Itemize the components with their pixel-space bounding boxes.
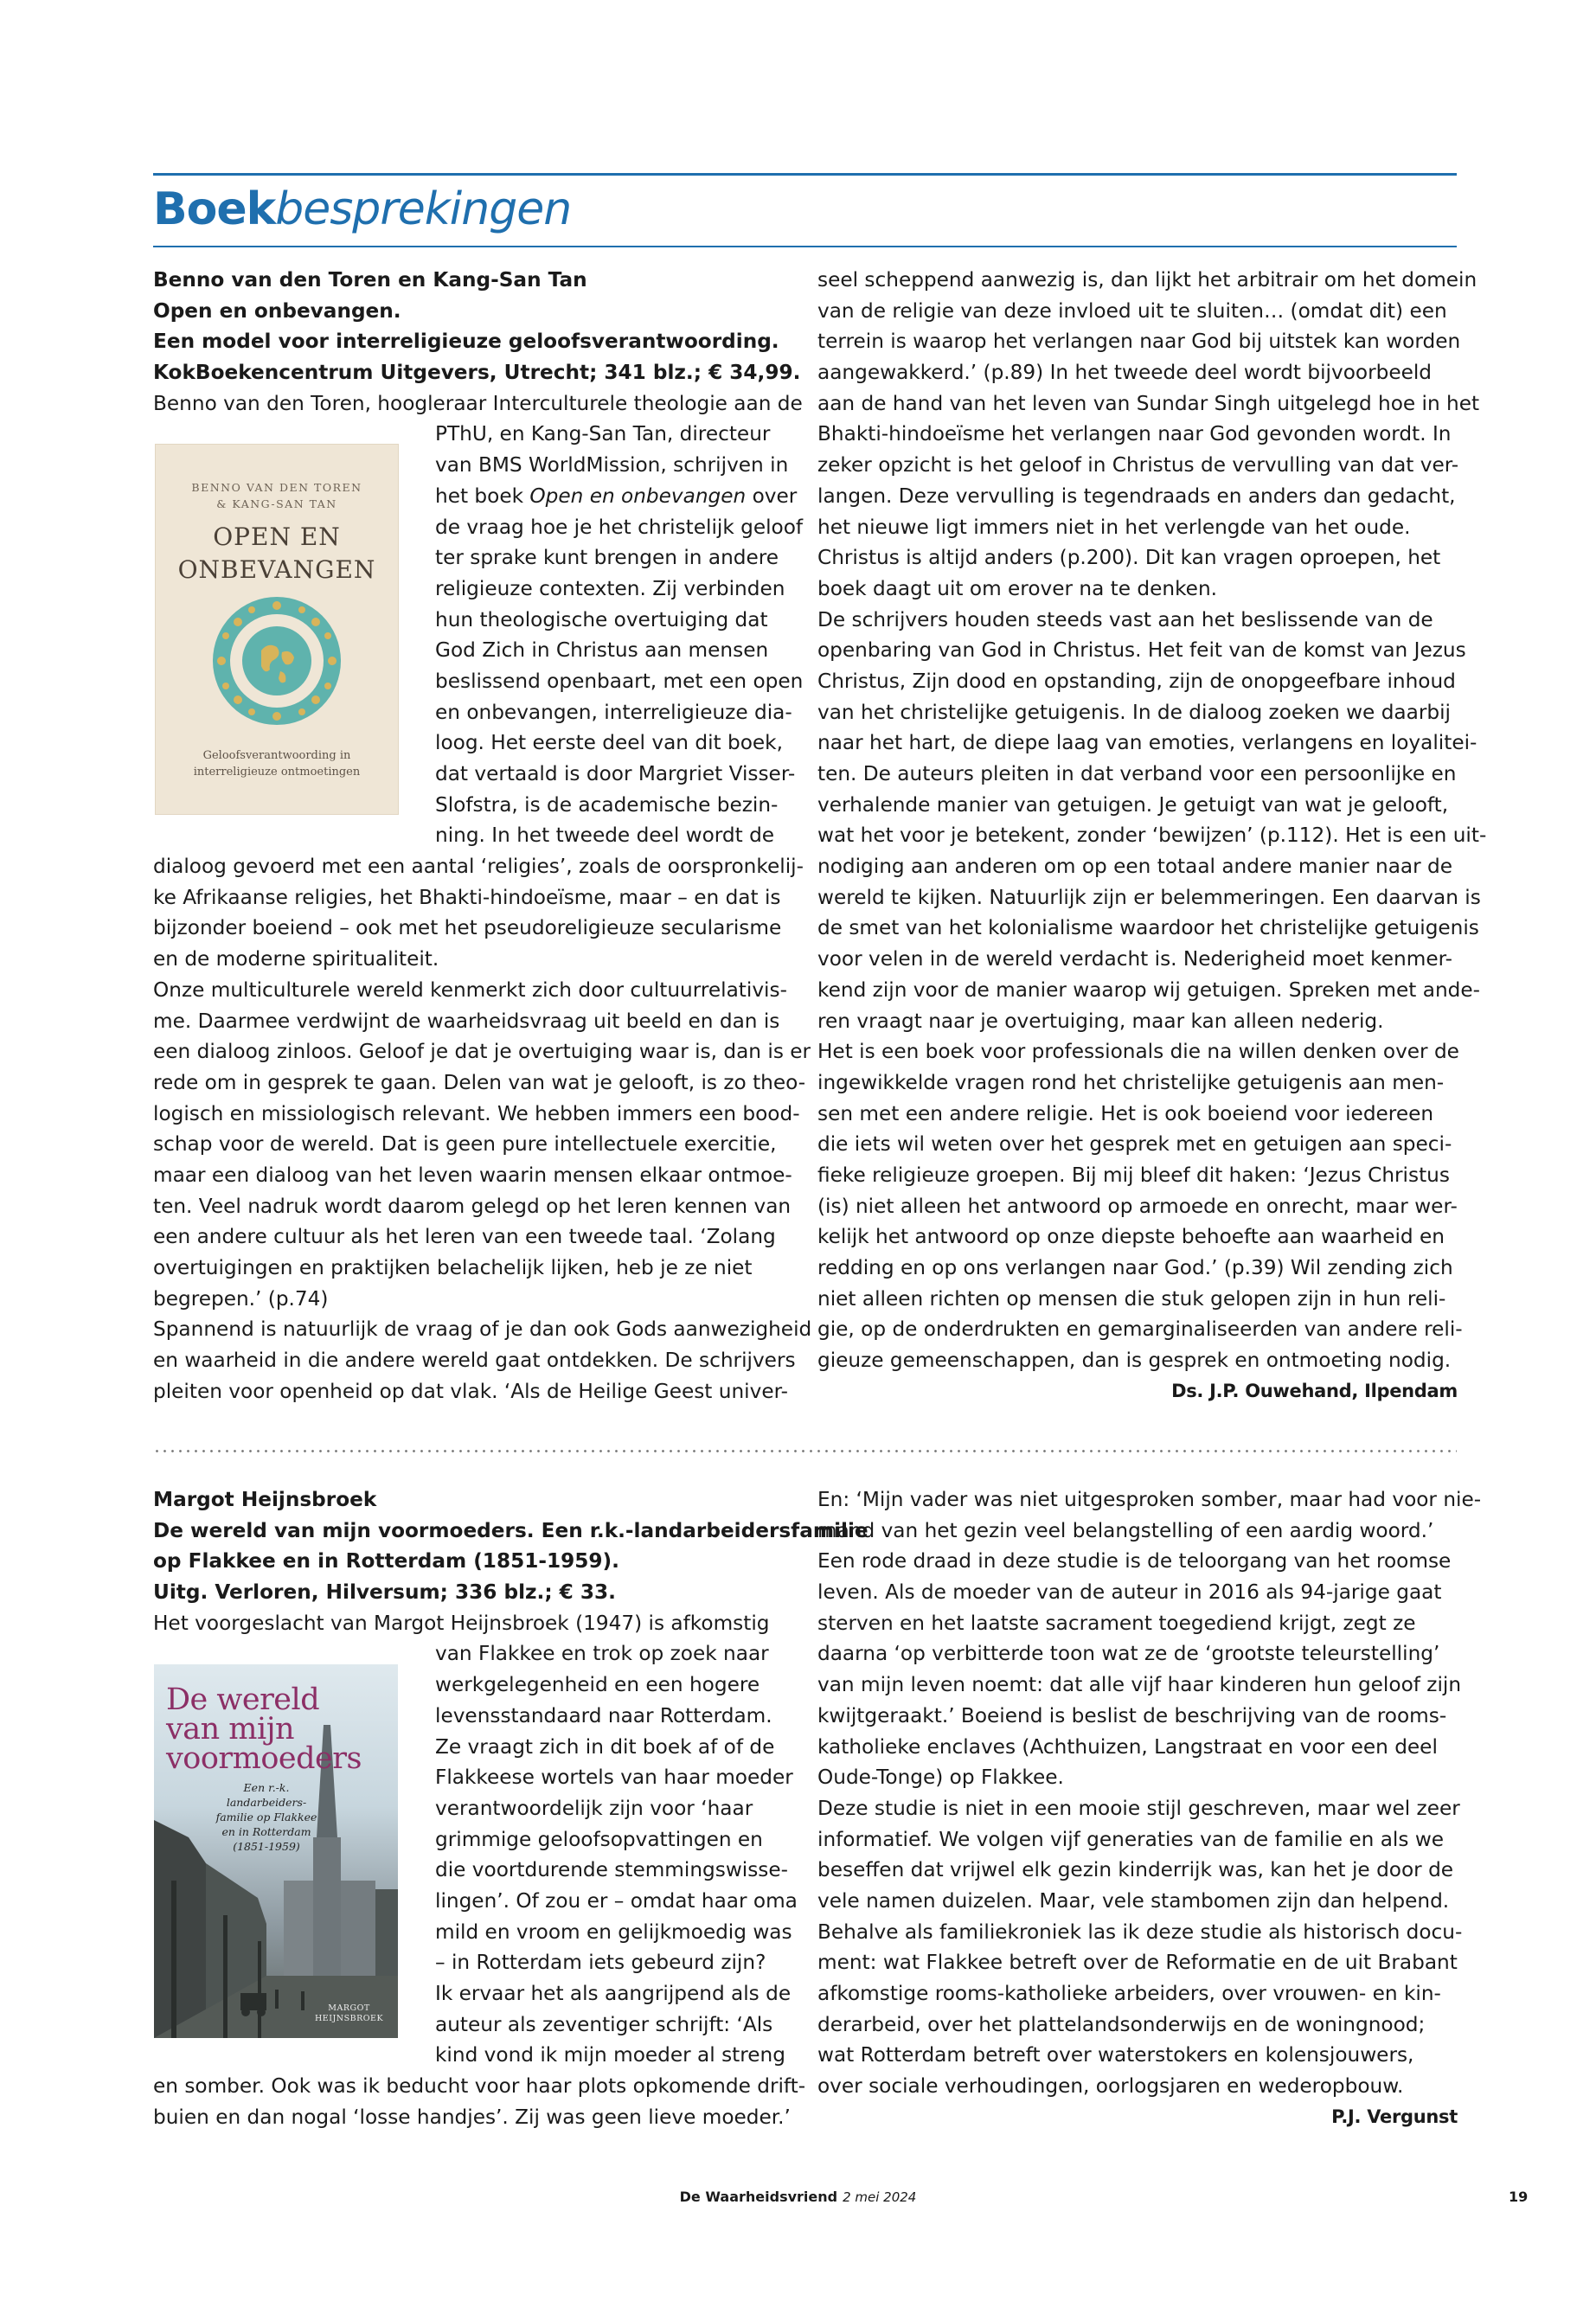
- review1-signature: Ds. J.P. Ouwehand, Ilpendam: [1171, 1380, 1458, 1401]
- cover1-authors: [156, 479, 398, 512]
- review1-body-line: en waarheid in die andere wereld gaat ontdekken. De schrijvers: [153, 1349, 796, 1373]
- review2-body-line: Oude-Tonge) op Flakkee.: [817, 1766, 1064, 1790]
- review1-body-line: gieuze gemeenschappen, dan is gesprek en ontmoeting nodig.: [817, 1349, 1452, 1373]
- review1-body-line: pleiten voor openheid op dat vlak. ‘Als de Heilige Geest univer-: [153, 1379, 789, 1403]
- review1-body-line: Christus, Zijn dood en opstanding, zijn de onopgeefbare inhoud: [817, 669, 1456, 693]
- review1-body-line: Christus is altijd anders (p.200). Dit kan vragen oproepen, het: [817, 546, 1441, 570]
- review1-body-line: hun theologische overtuiging dat: [435, 607, 768, 631]
- review1-body-line: voor velen in de wereld verdacht is. Nederigheid moet kenmer-: [817, 947, 1453, 971]
- review1-body-line: de vraag hoe je het christelijk geloof: [435, 515, 804, 539]
- review1-body-line: Onze multiculturele wereld kenmerkt zich door cultuurrelativis-: [153, 977, 787, 1002]
- cover2-author-line: HEIJNSBROEK: [315, 2014, 384, 2023]
- review1-body-line: ter sprake kunt brengen in andere: [435, 546, 779, 570]
- cover2-subtitle-line: familie op Flakkee: [215, 1811, 317, 1823]
- review1-column-right: [817, 265, 1487, 1407]
- cover2-title-line: voormoeders: [166, 1741, 362, 1776]
- review1-body-line: redding en op ons verlangen naar God.’ (p.39) Wil zending zich: [817, 1256, 1453, 1279]
- review1-body-line: ten. Veel nadruk wordt daarom gelegd op het leren kennen van: [153, 1194, 792, 1218]
- review1-body-line: De schrijvers houden steeds vast aan het beslissende van de: [817, 607, 1433, 631]
- review2-body-line: derarbeid, over het plattelandsonderwijs en de woningnood;: [817, 2012, 1426, 2036]
- review1-body-line: ingewikkelde vragen rond het christelijke getuigenis aan men-: [817, 1070, 1445, 1094]
- review1-body-line: dialoog gevoerd met een aantal ‘religies’, zoals de oorspronkelij-: [153, 855, 804, 879]
- review1-subtitle: Een model voor interreligieuze geloofsverantwoording.: [153, 330, 779, 354]
- review1-body-line: PThU, en Kang-San Tan, directeur: [435, 422, 771, 446]
- review1-body-line: rede om in gesprek te gaan. Delen van wat je gelooft, is zo theo-: [153, 1070, 806, 1094]
- cover1-subtitle-line: interreligieuze ontmoetingen: [193, 766, 361, 779]
- review1-body-line: ten. De auteurs pleiten in dat verband voor een persoonlijke en: [817, 762, 1457, 785]
- review1-body-line: fieke religieuze groepen. Bij mij bleef dit haken: ‘Jezus Christus: [817, 1163, 1450, 1187]
- review2-body-line: van mijn leven noemt: dat alle vijf haar kinderen hun geloof zijn: [817, 1673, 1462, 1697]
- cover2-subtitle-line: en in Rotterdam: [221, 1825, 311, 1838]
- review1-body-line: wat het voor je betekent, zonder ‘bewijzen’ (p.112). Het is een uit-: [817, 824, 1487, 848]
- cover2-title: [166, 1682, 362, 1776]
- review2-body-line: Het voorgeslacht van Margot Heijnsbroek (1947) is afkomstig: [153, 1611, 770, 1635]
- review2-body-line: Deze studie is niet in een mooie stijl geschreven, maar wel zeer: [817, 1796, 1460, 1820]
- review1-body-line: openbaring van God in Christus. Het feit van de komst van Jezus: [817, 638, 1466, 663]
- review2-body-line: informatief. We volgen vijf generaties van de familie en als we: [817, 1827, 1445, 1851]
- footer-date: 2 mei 2024: [843, 2189, 917, 2205]
- review2-title: De wereld van mijn voormoeders. Een r.k.-landarbeidersfamilie: [153, 1518, 869, 1542]
- review1-body-line: naar het hart, de diepe laag van emoties, verlangens en loyalitei-: [817, 731, 1477, 755]
- review2-body-line: leven. Als de moeder van de auteur in 2016 als 94-jarige gaat: [817, 1580, 1442, 1605]
- cover2-title-line: van mijn: [166, 1712, 295, 1747]
- cover1-title: [156, 521, 398, 586]
- review2-body-line: vele namen duizelen. Maar, vele stambomen zijn dan helpend.: [817, 1888, 1450, 1913]
- page-title-italic: besprekingen: [275, 183, 572, 235]
- cover2-subtitle: [215, 1780, 318, 1854]
- cover1-title-line: ONBEVANGEN: [177, 555, 376, 584]
- page-title-bold: Boek: [153, 183, 276, 235]
- cover2-author-line: MARGOT: [328, 2003, 370, 2013]
- review1-body-line: Slofstra, is de academische bezin-: [435, 792, 779, 817]
- review1-title: Open en onbevangen.: [153, 298, 401, 323]
- review1-body-line: kelijk het antwoord op onze diepste behoefte aan waarheid en: [817, 1225, 1445, 1249]
- review2-body-line: daarna ‘op verbitterde toon wat ze de ‘grootste teleurstelling’: [817, 1642, 1440, 1666]
- review2-body-line: ment: wat Flakkee betreft over de Reformatie en de uit Brabant: [817, 1951, 1458, 1975]
- review1-body-line: ke Afrikaanse religies, het Bhakti-hindoeïsme, maar – en dat is: [153, 885, 781, 909]
- review2-body-line: beseffen dat vrijwel elk gezin kinderrijk was, kan het je door de: [817, 1858, 1454, 1882]
- review2-body-line: van Flakkee en trok op zoek naar: [435, 1642, 769, 1666]
- review1-body-line: bijzonder boeiend – ook met het pseudoreligieuze secularisme: [153, 916, 782, 940]
- review2-body-line: auteur als zeventiger schrijft: ‘Als: [435, 2012, 773, 2036]
- review1-body-line: seel scheppend aanwezig is, dan lijkt het arbitrair om het domein: [817, 268, 1477, 292]
- review1-body-line: kend zijn voor de manier waarop wij getuigen. Spreken met ande-: [817, 977, 1481, 1002]
- review1-body-line: een dialoog zinloos. Geloof je dat je overtuiging waar is, dan is er: [153, 1040, 811, 1064]
- review2-body-line: katholieke enclaves (Achthuizen, Langstraat en voor een deel: [817, 1734, 1438, 1759]
- review1-body-line: logisch en missiologisch relevant. We hebben immers een bood-: [153, 1101, 800, 1125]
- review2-body-line: levensstandaard naar Rotterdam.: [435, 1703, 772, 1727]
- review2-title: op Flakkee en in Rotterdam (1851-1959).: [153, 1549, 619, 1574]
- cover1-author-line: & KANG-SAN TAN: [216, 497, 337, 510]
- review1-body-line: het nieuwe ligt immers niet in het verlengde van het oude.: [817, 515, 1411, 539]
- cover1-subtitle: [156, 747, 398, 780]
- review2-body-line: over sociale verhoudingen, oorlogsjaren en wederopbouw.: [817, 2074, 1404, 2099]
- cover1-title-line: OPEN EN: [213, 522, 341, 551]
- cover2-author: [315, 2003, 383, 2024]
- review2-body-line: Flakkeese wortels van haar moeder: [435, 1766, 793, 1790]
- review2-body-line: Ik ervaar het als aangrijpend als de: [435, 1982, 792, 2005]
- review2-body-line: Behalve als familiekroniek las ik deze studie als historisch docu-: [817, 1920, 1463, 1944]
- review2-body-line: – in Rotterdam iets gebeurd zijn?: [435, 1951, 766, 1975]
- review1-body-text: over: [746, 484, 798, 508]
- review2-body-line: mand van het gezin veel belangstelling of een aardig woord.’: [817, 1518, 1434, 1542]
- cover1-globe-emblem-icon: [208, 592, 346, 730]
- review1-column-left: [153, 265, 812, 1407]
- review2-body-line: kwijtgeraakt.’ Boeiend is beslist de beschrijving van de rooms-: [817, 1703, 1447, 1727]
- review2-body-line: wat Rotterdam betreft over waterstokers en kolensjouwers,: [817, 2043, 1414, 2067]
- cover2-subtitle-line: Een r.-k. landarbeiders-: [226, 1781, 307, 1809]
- header-bottom-rule: [153, 246, 1457, 247]
- cover2-subtitle-line: (1851-1959): [233, 1840, 300, 1853]
- review1-body-line: schap voor de wereld. Dat is geen pure intellectuele exercitie,: [153, 1132, 777, 1157]
- review1-body-text: het boek: [435, 484, 530, 508]
- review2-body-line: sterven en het laatste sacrament toegediend krijgt, zegt ze: [817, 1611, 1416, 1635]
- review1-body-line: Spannend is natuurlijk de vraag of je dan ook Gods aanwezigheid: [153, 1317, 812, 1342]
- header-top-rule: [153, 173, 1457, 176]
- cover1-subtitle-line: Geloofsverantwoording in: [202, 749, 351, 762]
- review1-body-line: van BMS WorldMission, schrijven in: [435, 453, 789, 478]
- page-title: [153, 178, 571, 240]
- review1-body-line: Bhakti-hindoeïsme het verlangen naar God gevonden wordt. In: [817, 422, 1452, 446]
- review2-body-line: En: ‘Mijn vader was niet uitgesproken somber, maar had voor nie-: [817, 1488, 1482, 1511]
- review1-book-cover: [156, 445, 398, 814]
- review1-body-line: (is) niet alleen het antwoord op armoede en onrecht, maar wer-: [817, 1194, 1458, 1218]
- review1-body-line: zeker opzicht is het geloof in Christus de vervulling van dat ver-: [817, 453, 1459, 478]
- review1-body-line: aangewakkerd.’ (p.89) In het tweede deel wordt bijvoorbeeld: [817, 361, 1433, 385]
- review1-body-line: overtuigingen en praktijken belachelijk lijken, heb je ze niet: [153, 1256, 753, 1279]
- review1-body-line: die iets wil weten over het gesprek met en getuigen aan speci-: [817, 1132, 1452, 1157]
- review1-author: Benno van den Toren en Kang-San Tan: [153, 268, 587, 292]
- review1-body-line: gie, op de onderdrukten en gemarginaliseerden van andere reli-: [817, 1317, 1463, 1342]
- review1-body-line: begrepen.’ (p.74): [153, 1286, 329, 1311]
- review2-body-line: afkomstige rooms-katholieke arbeiders, over vrouwen- en kin-: [817, 1982, 1441, 2005]
- review2-body-line: lingen’. Of zou er – omdat haar oma: [435, 1888, 798, 1913]
- review1-body-line: terrein is waarop het verlangen naar God bij uitstek kan worden: [817, 330, 1461, 354]
- review1-body-line: sen met een andere religie. Het is ook boeiend voor iedereen: [817, 1101, 1434, 1125]
- review1-body-line: me. Daarmee verdwijnt de waarheidsvraag uit beeld en dan is: [153, 1009, 780, 1033]
- review1-body-line: verhalende manier van getuigen. Je getuigt van wat je gelooft,: [817, 792, 1449, 817]
- review1-body-line: Benno van den Toren, hoogleraar Interculturele theologie aan de: [153, 391, 803, 415]
- review1-body-line: dat vertaald is door Margriet Visser-: [435, 762, 796, 785]
- review2-body-line: verantwoordelijk zijn voor ‘haar: [435, 1796, 753, 1820]
- review1-body-line: maar een dialoog van het leven waarin mensen elkaar ontmoe-: [153, 1163, 792, 1187]
- review1-body-line: ning. In het tweede deel wordt de: [435, 824, 775, 848]
- review1-publisher: KokBoekencentrum Uitgevers, Utrecht; 341 blz.; € 34,99.: [153, 361, 801, 385]
- review1-body-line: en de moderne spiritualiteit.: [153, 947, 439, 971]
- review1-body-line: boek daagt uit om erover na te denken.: [817, 576, 1218, 600]
- review1-body-line: van de religie van deze invloed uit te sluiten… (omdat dit) een: [817, 298, 1447, 323]
- cover2-title-line: De wereld: [166, 1682, 320, 1717]
- review2-column-right: [817, 1484, 1482, 2132]
- page-number: 19: [1509, 2189, 1529, 2205]
- review2-signature: P.J. Vergunst: [1331, 2106, 1458, 2127]
- review1-book-title-italic: Open en onbevangen: [529, 484, 747, 508]
- review1-body-line: wereld te kijken. Natuurlijk zijn er belemmeringen. Een daarvan is: [817, 885, 1481, 909]
- review2-body-line: grimmige geloofsopvattingen en: [435, 1827, 763, 1851]
- review-separator-dotted: [153, 1450, 1457, 1452]
- cover1-author-line: BENNO VAN DEN TOREN: [191, 481, 362, 494]
- footer-publication: De Waarheidsvriend: [679, 2189, 838, 2205]
- review1-body-line: loog. Het eerste deel van dit boek,: [435, 731, 783, 755]
- review1-body-line: beslissend openbaart, met een open: [435, 669, 804, 693]
- page-footer: [0, 2187, 1596, 2208]
- review1-body-line: de smet van het kolonialisme waardoor het christelijke getuigenis: [817, 916, 1479, 940]
- review1-body-line: God Zich in Christus aan mensen: [435, 638, 769, 663]
- review1-body-line: religieuze contexten. Zij verbinden: [435, 576, 785, 600]
- review2-body-line: en somber. Ook was ik beducht voor haar plots opkomende drift-: [153, 2074, 806, 2099]
- review2-publisher: Uitg. Verloren, Hilversum; 336 blz.; € 33.: [153, 1580, 616, 1605]
- review2-body-line: werkgelegenheid en een hogere: [435, 1673, 760, 1697]
- review2-body-line: Een rode draad in deze studie is de teloorgang van het roomse: [817, 1549, 1452, 1574]
- review2-body-line: die voortdurende stemmingswisse-: [435, 1858, 789, 1882]
- review1-body-line: een andere cultuur als het leren van een tweede taal. ‘Zolang: [153, 1225, 776, 1249]
- review1-body-line: niet alleen richten op mensen die stuk gelopen zijn in hun reli-: [817, 1286, 1446, 1311]
- review2-body-line: Ze vraagt zich in dit boek af of de: [435, 1734, 775, 1759]
- review1-body-line: langen. Deze vervulling is tegendraads en anders dan gedacht,: [817, 484, 1456, 508]
- review2-author: Margot Heijnsbroek: [153, 1488, 377, 1511]
- review1-body-line: ren vraagt naar je overtuiging, maar kan alleen nederig.: [817, 1009, 1384, 1033]
- review1-body-line: Het is een boek voor professionals die na willen denken over de: [817, 1040, 1459, 1064]
- review2-body-line: buien en dan nogal ‘losse handjes’. Zij was geen lieve moeder.’: [153, 2105, 791, 2129]
- review1-body-line: aan de hand van het leven van Sundar Singh uitgelegd hoe in het: [817, 391, 1480, 415]
- review2-body-line: kind vond ik mijn moeder al streng: [435, 2043, 785, 2067]
- review1-body-line: en onbevangen, interreligieuze dia-: [435, 700, 792, 724]
- review2-body-line: mild en vroom en gelijkmoedig was: [435, 1920, 792, 1944]
- review2-book-cover: [154, 1664, 398, 2038]
- review1-body-line: nodiging aan anderen om op een totaal andere manier naar de: [817, 855, 1452, 879]
- review1-body-line: van het christelijke getuigenis. In de dialoog zoeken we daarbij: [817, 700, 1451, 724]
